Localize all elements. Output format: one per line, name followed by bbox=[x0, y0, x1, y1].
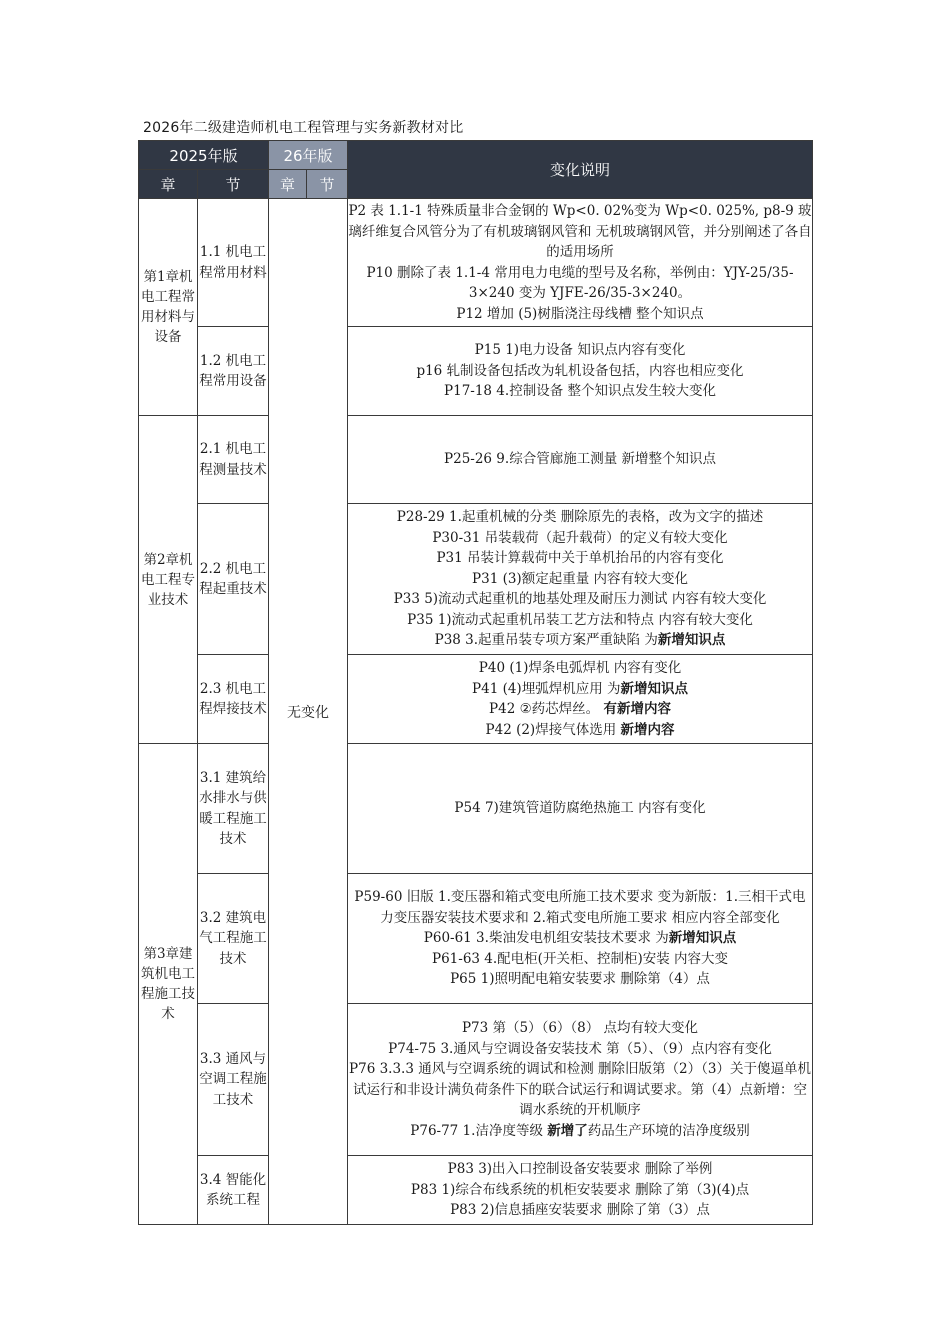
change-line: P83 1)综合布线系统的机柜安装要求 删除了第（3)(4)点 bbox=[410, 1181, 750, 1198]
change-line: P40 (1)焊条电弧焊机 内容有变化 bbox=[478, 660, 682, 676]
section-cell: 2.1 机电工程测量技术 bbox=[198, 416, 269, 504]
chapter-cell: 第2章机电工程专业技术 bbox=[139, 416, 198, 744]
comparison-table bbox=[138, 140, 813, 1225]
change-text: P60-61 3.柴油发电机组安装技术要求 为 bbox=[423, 930, 669, 947]
change-highlight: 新增知识点 bbox=[620, 680, 688, 697]
table-row bbox=[139, 199, 813, 327]
change-highlight: 有新增内容 bbox=[603, 701, 671, 717]
change-line: P83 3)出入口控制设备安装要求 删除了举例 bbox=[447, 1161, 713, 1178]
table-row bbox=[139, 1004, 813, 1156]
change-line: P10 删除了表 1.1-4 常用电力电缆的型号及名称，举例由：YJY-25/35-3×240 变为 YJFE-26/35-3×240。 bbox=[366, 264, 794, 301]
chapter-cell: 第3章建筑机电工程施工技术 bbox=[139, 744, 198, 1225]
section-cell: 3.2 建筑电气工程施工技术 bbox=[198, 874, 269, 1004]
change-cell bbox=[348, 1156, 813, 1225]
change-line: P61-63 4.配电柜(开关柜、控制柜)安装 内容大变 bbox=[432, 950, 728, 967]
change-text: P42 (2)焊接气体选用 bbox=[485, 721, 621, 738]
document-title: 2026年二级建造师机电工程管理与实务新教材对比 bbox=[143, 120, 464, 136]
header-26-version: 26年版 bbox=[269, 141, 348, 170]
change-line: P54 7)建筑管道防腐绝热施工 内容有变化 bbox=[454, 800, 706, 817]
change-line bbox=[348, 679, 812, 700]
change-cell bbox=[348, 416, 813, 504]
change-cell bbox=[348, 327, 813, 416]
header-chapter-26: 章 bbox=[269, 170, 307, 199]
change-line: P17-18 4.控制设备 整个知识点发生较大变化 bbox=[444, 383, 716, 400]
change-line: P65 1)照明配电箱安装要求 删除第（4）点 bbox=[450, 971, 710, 988]
table-row bbox=[139, 327, 813, 416]
change-line bbox=[348, 1121, 812, 1142]
section-cell: 3.4 智能化系统工程 bbox=[198, 1156, 269, 1225]
change-line bbox=[348, 630, 812, 651]
change-text-after: 药品生产环境的洁净度级别 bbox=[587, 1122, 750, 1139]
change-line: P35 1)流动式起重机吊装工艺方法和特点 内容有较大变化 bbox=[407, 611, 753, 628]
table-row bbox=[139, 1156, 813, 1225]
table-row bbox=[139, 416, 813, 504]
table-row bbox=[139, 874, 813, 1004]
change-cell bbox=[348, 504, 813, 655]
section-cell: 3.3 通风与空调工程施工技术 bbox=[198, 1004, 269, 1156]
change-line: P74-75 3.通风与空调设备安装技术 第（5）、（9）点内容有变化 bbox=[388, 1040, 772, 1057]
change-highlight: 新增内容 bbox=[620, 721, 675, 738]
change-highlight: 新增了 bbox=[547, 1122, 588, 1139]
change-line bbox=[348, 928, 812, 949]
change-cell bbox=[348, 655, 813, 744]
change-cell bbox=[348, 874, 813, 1004]
header-section-2025: 节 bbox=[198, 170, 269, 199]
change-line: P12 增加 (5)树脂浇注母线槽 整个知识点 bbox=[456, 305, 704, 322]
header-section-26: 节 bbox=[307, 170, 348, 199]
change-cell bbox=[348, 199, 813, 327]
change-text: P76-77 1.洁净度等级 bbox=[410, 1122, 548, 1139]
change-highlight: 新增知识点 bbox=[657, 632, 726, 649]
change-line: p16 轧制设备包括改为轧机设备包括，内容也相应变化 bbox=[416, 362, 744, 379]
change-line: P83 2)信息插座安装要求 删除了第（3）点 bbox=[450, 1202, 710, 1219]
table-row bbox=[139, 744, 813, 874]
change-cell bbox=[348, 1004, 813, 1156]
change-line: P59-60 旧版 1.变压器和箱式变电所施工技术要求 变为新版：1.三相干式电力变压器安装技术要求和 2.箱式变电所施工要求 相应内容全部变化 bbox=[354, 889, 806, 926]
section-cell: 1.1 机电工程常用材料 bbox=[198, 199, 269, 327]
change-line: P76 3.3.3 通风与空调系统的调试和检测 删除旧版第（2）（3）关于傻逼单机试运行和非设计满负荷条件下的联合试运行和调试要求。第（4）点新增：空调水系统的开机顺序 bbox=[349, 1061, 811, 1118]
change-text: P42 ②药芯焊丝。 bbox=[489, 701, 604, 717]
header-chapter-2025: 章 bbox=[139, 170, 198, 199]
table-row bbox=[139, 655, 813, 744]
change-line bbox=[348, 699, 812, 720]
table-row bbox=[139, 504, 813, 655]
change-line: P30-31 吊装载荷（起升载荷）的定义有较大变化 bbox=[432, 529, 728, 546]
change-line: P15 1)电力设备 知识点内容有变化 bbox=[474, 342, 686, 359]
section-cell: 3.1 建筑给水排水与供暖工程施工技术 bbox=[198, 744, 269, 874]
section-cell: 1.2 机电工程常用设备 bbox=[198, 327, 269, 416]
change-highlight: 新增知识点 bbox=[668, 930, 737, 947]
change-line: P25-26 9.综合管廊施工测量 新增整个知识点 bbox=[444, 451, 716, 468]
change-line: P73 第（5）（6）（8） 点均有较大变化 bbox=[461, 1020, 699, 1036]
header-row-versions bbox=[139, 141, 813, 170]
change-line: P31 吊装计算载荷中关于单机抬吊的内容有变化 bbox=[436, 550, 724, 567]
no-change-cell: 无变化 bbox=[269, 199, 348, 1225]
change-line: P28-29 1.起重机械的分类 删除原先的表格，改为文字的描述 bbox=[396, 509, 764, 526]
section-cell: 2.2 机电工程起重技术 bbox=[198, 504, 269, 655]
change-text: P41 (4)埋弧焊机应用 为 bbox=[472, 680, 621, 697]
chapter-cell: 第1章机电工程常用材料与设备 bbox=[139, 199, 198, 416]
header-2025-version: 2025年版 bbox=[139, 141, 269, 170]
change-line: P31 (3)额定起重量 内容有较大变化 bbox=[472, 570, 688, 587]
section-cell: 2.3 机电工程焊接技术 bbox=[198, 655, 269, 744]
change-line: P33 5)流动式起重机的地基处理及耐压力测试 内容有较大变化 bbox=[393, 591, 767, 608]
change-text: P38 3.起重吊装专项方案严重缺陷 为 bbox=[434, 632, 658, 649]
change-line: P2 表 1.1-1 特殊质量非合金钢的 Wp<0. 02%变为 Wp<0. 025%, p8-9 玻璃纤维复合风管分为了有机玻璃钢风管和 无机玻璃钢风管，并分别阐述了各自的适用场所 bbox=[348, 203, 812, 260]
change-line bbox=[348, 720, 812, 741]
header-change-description: 变化说明 bbox=[348, 141, 813, 199]
change-cell bbox=[348, 744, 813, 874]
